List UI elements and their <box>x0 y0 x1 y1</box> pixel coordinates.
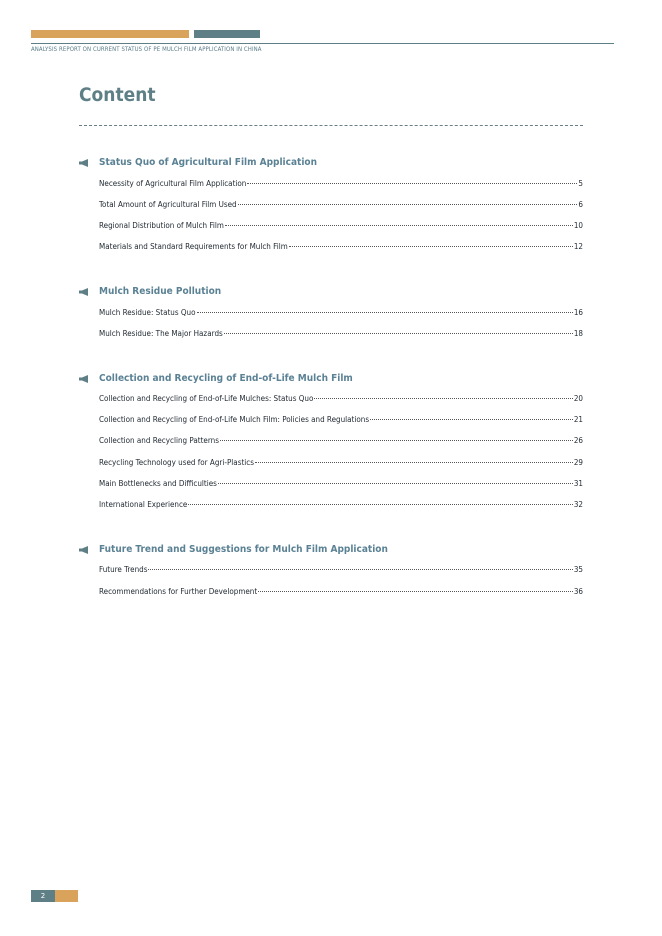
toc-entry[interactable] <box>99 394 583 406</box>
toc-entry-page: 5 <box>578 179 583 188</box>
toc-entry-page: 29 <box>573 458 583 467</box>
running-head: ANALYSIS REPORT ON CURRENT STATUS OF PE MULCH FILM APPLICATION IN CHINA <box>31 46 262 53</box>
toc-entry[interactable] <box>99 436 583 448</box>
toc-entry[interactable] <box>99 587 583 599</box>
toc-entry-label: Future Trends <box>99 565 148 574</box>
toc-entry-label: Recycling Technology used for Agri-Plastics <box>99 458 254 467</box>
toc-entry-label: Mulch Residue: Status Quo <box>99 308 196 317</box>
toc-entry-label: Materials and Standard Requirements for Mulch Film <box>99 242 288 251</box>
header-accent-bar-orange <box>31 30 189 38</box>
footer-accent-orange <box>55 890 78 902</box>
dot-leader <box>225 225 573 226</box>
dot-leader <box>314 398 572 399</box>
dot-leader <box>188 504 573 505</box>
dot-leader <box>255 462 573 463</box>
dot-leader <box>148 569 572 570</box>
toc-entry-page: 31 <box>573 479 583 488</box>
dot-leader <box>218 483 573 484</box>
toc-entry-label: Collection and Recycling of End-of-Life Mulch Film: Policies and Regulations <box>99 415 370 424</box>
toc-entry[interactable] <box>99 415 583 427</box>
dot-leader <box>247 183 577 184</box>
toc-section <box>79 373 583 509</box>
toc-section-title: Status Quo of Agricultural Film Application <box>99 157 317 168</box>
toc-entry-page: 18 <box>573 329 583 338</box>
toc-section <box>79 544 583 596</box>
toc-entry[interactable] <box>99 242 583 254</box>
toc-entry[interactable] <box>99 479 583 491</box>
toc-entry-label: Main Bottlenecks and Difficulties <box>99 479 217 488</box>
megaphone-bullet-icon <box>79 375 88 383</box>
dot-leader <box>370 419 573 420</box>
toc-section-heading <box>79 157 583 173</box>
toc-entry-label: Recommendations for Further Development <box>99 587 258 596</box>
toc-entry-page: 20 <box>573 394 583 403</box>
megaphone-bullet-icon <box>79 159 88 167</box>
dot-leader <box>220 440 573 441</box>
toc-entry-label: Collection and Recycling of End-of-Life Mulches: Status Quo <box>99 394 314 403</box>
toc-entry-label: Mulch Residue: The Major Hazards <box>99 329 223 338</box>
toc-entry-page: 35 <box>573 565 583 574</box>
toc-entry-page: 21 <box>573 415 583 424</box>
toc-entry[interactable] <box>99 221 583 233</box>
toc-entry-label: Collection and Recycling Patterns <box>99 436 219 445</box>
toc-section <box>79 286 583 338</box>
header-accent-bar-slate <box>194 30 260 38</box>
dot-leader <box>289 246 573 247</box>
toc-section-heading <box>79 373 583 389</box>
toc-entry-page: 32 <box>573 500 583 509</box>
toc-entry-page: 10 <box>573 221 583 230</box>
page-number: 2 <box>40 892 46 900</box>
dot-leader <box>238 204 578 205</box>
toc-section-title: Future Trend and Suggestions for Mulch Film Application <box>99 544 388 555</box>
dot-leader <box>258 591 573 592</box>
toc-entry-label: Total Amount of Agricultural Film Used <box>99 200 237 209</box>
toc-entry-page: 26 <box>573 436 583 445</box>
toc-entry[interactable] <box>99 500 583 512</box>
toc-entry[interactable] <box>99 200 583 212</box>
toc-entry-page: 12 <box>573 242 583 251</box>
dot-leader <box>197 312 573 313</box>
megaphone-bullet-icon <box>79 288 88 296</box>
toc-entry-label: International Experience <box>99 500 188 509</box>
title-divider <box>79 125 583 126</box>
toc-section-title: Mulch Residue Pollution <box>99 286 222 297</box>
toc-entry-page: 36 <box>573 587 583 596</box>
toc-entry-page: 16 <box>573 308 583 317</box>
toc-entry[interactable] <box>99 565 583 577</box>
toc-entry-page: 6 <box>578 200 583 209</box>
dot-leader <box>224 333 573 334</box>
toc-entry[interactable] <box>99 329 583 341</box>
megaphone-bullet-icon <box>79 546 88 554</box>
page-title: Content <box>79 84 156 106</box>
header-rule <box>31 43 614 44</box>
toc-entry-label: Regional Distribution of Mulch Film <box>99 221 224 230</box>
toc-entry[interactable] <box>99 179 583 191</box>
toc-entry-label: Necessity of Agricultural Film Application <box>99 179 247 188</box>
toc-entry[interactable] <box>99 308 583 320</box>
toc-section-heading <box>79 544 583 560</box>
toc-section-heading <box>79 286 583 302</box>
toc-section <box>79 157 583 251</box>
toc-section-title: Collection and Recycling of End-of-Life Mulch Film <box>99 373 353 384</box>
toc-entry[interactable] <box>99 458 583 470</box>
